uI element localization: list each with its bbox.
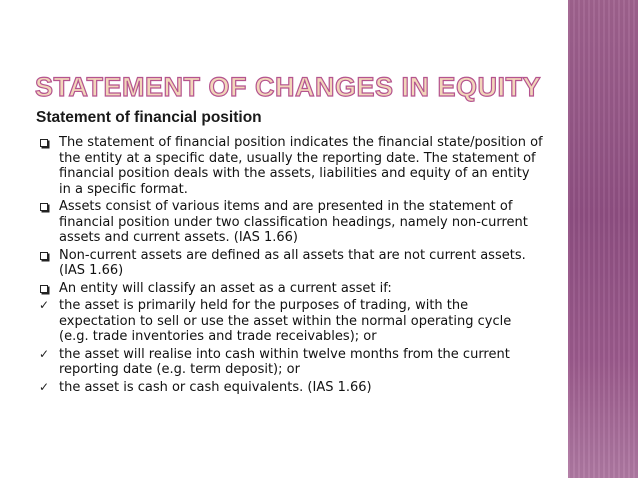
bullet-item <box>38 135 543 197</box>
bullet-item <box>38 347 543 378</box>
bullet-item <box>38 281 543 297</box>
checkmark-bullet-icon: ✓ <box>39 346 50 361</box>
bullet-text: Non-current assets are defined as all assets that are not current assets. (IAS 1.66) <box>59 247 526 279</box>
bullet-text: Assets consist of various items and are presented in the statement of financial position under two classification headings, namely non-current assets and current assets. (IAS 1.66) <box>59 199 528 246</box>
bullet-list <box>38 135 543 397</box>
checkmark-bullet-icon: ✓ <box>39 298 50 313</box>
bullet-text: An entity will classify an asset as a current asset if: <box>59 280 392 296</box>
decorative-side-bar <box>568 0 638 478</box>
square-bullet-icon <box>38 249 50 263</box>
square-bullet-icon <box>38 200 50 214</box>
slide-title: STATEMENT OF CHANGES IN EQUITY <box>35 72 542 102</box>
bullet-text: the asset will realise into cash within twelve months from the current reporting date (e.g. term deposit); or <box>59 346 510 378</box>
bullet-item <box>38 248 543 279</box>
checkmark-bullet-icon: ✓ <box>39 379 50 394</box>
slide-subtitle: Statement of financial position <box>36 109 262 126</box>
bullet-item <box>38 199 543 246</box>
bullet-text: The statement of financial position indicates the financial state/position of the entity at a specific date, usually the reporting date. The statement of financial position deals with the assets, liabilities and equity of an entity in a specific format. <box>59 135 543 197</box>
bullet-text: the asset is cash or cash equivalents. (IAS 1.66) <box>59 379 372 395</box>
bullet-item <box>38 298 543 345</box>
bullet-item <box>38 380 543 396</box>
bullet-text: the asset is primarily held for the purposes of trading, with the expectation to sell or use the asset within the normal operating cycle (e.g. trade inventories and trade receivables); or <box>59 298 512 345</box>
square-bullet-icon <box>38 136 50 150</box>
square-bullet-icon <box>38 282 50 296</box>
